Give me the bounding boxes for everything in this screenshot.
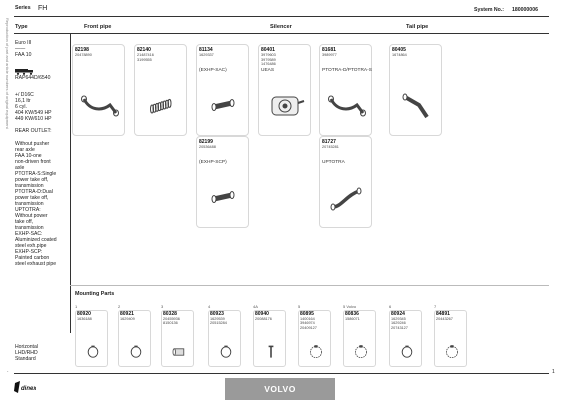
spec-model: RAP644D/6540	[15, 75, 51, 81]
spec-line: PTOTRA-D:Dual	[15, 189, 53, 195]
system-label: System No.:	[474, 7, 504, 13]
sideways-note: Reproduction of part and article numbers of original equipment	[5, 18, 10, 129]
brand-name: VOLVO	[264, 384, 296, 394]
spec-line: FAA 10-one	[15, 153, 42, 159]
type-heading: Type	[15, 24, 28, 30]
oe-reference: 1629345	[391, 317, 406, 321]
short-pipe-icon	[204, 91, 244, 126]
part-card[interactable]	[258, 44, 311, 136]
mounting-part-number: 80924	[391, 311, 405, 317]
spec-line: power take off,	[15, 177, 49, 183]
silencer-heading: Silencer	[270, 24, 292, 30]
spec-block-1	[15, 40, 31, 58]
mounting-position: 5 Volvo	[343, 304, 357, 309]
part-number: 80401	[261, 47, 275, 53]
page-number: 1	[552, 369, 555, 375]
bent-pipe-icon	[80, 91, 120, 126]
clamp-ring-icon	[218, 344, 234, 365]
spec-line: transmission	[15, 201, 44, 207]
truck-icon	[15, 62, 37, 68]
mounting-divider	[70, 285, 549, 286]
spec-line: transmission	[15, 225, 44, 231]
oe-reference: 20745281	[322, 145, 339, 149]
oe-reference: 3946974	[300, 321, 315, 326]
mounting-part-number: 80920	[77, 311, 91, 317]
mounting-card[interactable]	[253, 310, 286, 367]
spec-line: 6 cyl.	[15, 104, 27, 110]
mounting-part-number: 80895	[300, 311, 314, 317]
mounting-card[interactable]	[75, 310, 108, 367]
part-card[interactable]	[319, 136, 372, 228]
part-card[interactable]	[196, 44, 249, 136]
oe-reference: 3979603	[261, 53, 276, 57]
part-number: 81727	[322, 139, 336, 145]
spec-line: PTOTRA-S:Single	[15, 171, 57, 177]
spec-line: 404 KW/549 HP	[15, 110, 52, 116]
spec-line: EXHP-SAC:	[15, 231, 43, 237]
mounting-part-number: 80836	[345, 311, 359, 317]
mounting-position: 6	[389, 304, 392, 309]
silencer-box-icon	[266, 91, 306, 126]
oe-reference: 1629246	[391, 321, 406, 326]
spec-outlet: REAR OUTLET:	[15, 128, 52, 134]
oe-reference: 8150136	[163, 321, 178, 326]
spec-line: 449 KW/610 HP	[15, 116, 52, 122]
part-number: 82199	[199, 139, 213, 145]
mounting-card[interactable]	[118, 310, 151, 367]
spec-line: non-driven front	[15, 159, 51, 165]
spec-line: steel exh.pipe	[15, 243, 47, 249]
spec-line: 16,1 ltr	[15, 98, 31, 104]
part-number: 80405	[392, 47, 406, 53]
oe-reference: 1629409	[120, 317, 135, 321]
part-number: 81681	[322, 47, 336, 53]
mounting-title: Mounting Parts	[75, 291, 115, 297]
bolt-icon	[263, 344, 279, 365]
oe-reference: 1476486	[261, 62, 276, 66]
series-value: FH	[38, 5, 48, 12]
part-number: 82140	[137, 47, 151, 53]
part-number: 82198	[75, 47, 89, 53]
spec-line: ——	[15, 46, 26, 52]
mounting-position: 4A	[253, 304, 258, 309]
part-card[interactable]	[389, 44, 442, 136]
band-clamp-icon	[353, 344, 369, 365]
spec-line: Without pusher	[15, 141, 50, 147]
part-card[interactable]	[72, 44, 125, 136]
spec-line: power take off,	[15, 195, 49, 201]
spec-line: LHD/RHD	[15, 350, 38, 356]
oe-reference: 3989977	[322, 53, 337, 57]
spec-line: Standard	[15, 356, 36, 362]
band-clamp-icon	[444, 344, 460, 365]
mounting-part-number: 80923	[210, 311, 224, 317]
oe-reference: 21487416	[137, 53, 154, 57]
oe-reference: 3979589	[261, 57, 276, 62]
part-card[interactable]	[134, 44, 187, 136]
oe-reference: 20536488	[199, 145, 216, 149]
mounting-card[interactable]	[298, 310, 331, 367]
mounting-position: 1	[75, 304, 78, 309]
left-page-mark: -	[7, 368, 9, 373]
oe-reference: 20443267	[436, 317, 453, 321]
spec-block-2	[15, 92, 52, 122]
spec-line: Horizontal	[15, 344, 38, 350]
part-note: UEAS	[261, 68, 275, 73]
clamp-ring-icon	[85, 344, 101, 365]
part-note: (EXHP-SAC)	[199, 68, 227, 73]
spec-line: EXHP-SCP:	[15, 249, 43, 255]
mounting-position: 7	[434, 304, 437, 309]
mounting-position: 5	[298, 304, 301, 309]
clamp-ring-icon	[399, 344, 415, 365]
mounting-card[interactable]	[208, 310, 241, 367]
column-divider	[14, 33, 549, 34]
clamp-ring-icon	[128, 344, 144, 365]
oe-reference: 1400164	[300, 317, 315, 321]
dinex-logo	[14, 380, 36, 392]
oe-reference: 1674864	[392, 53, 407, 57]
oe-reference: 1636188	[77, 317, 92, 321]
type-column-divider	[70, 33, 71, 333]
mounting-part-number: 80921	[120, 311, 134, 317]
tail-pipe-heading: Tail pipe	[406, 24, 429, 30]
brand-bar	[225, 378, 335, 400]
part-number: 81134	[199, 47, 213, 53]
oe-reference: 20478890	[75, 53, 92, 57]
spec-line: FAA 10	[15, 52, 32, 58]
mounting-card[interactable]	[389, 310, 422, 367]
mounting-position: 2	[118, 304, 121, 309]
svg-text:dinex: dinex	[21, 386, 36, 392]
part-card[interactable]	[319, 44, 372, 136]
mounting-position: 4	[208, 304, 211, 309]
spec-line: take off,	[15, 219, 34, 225]
oe-reference: 1629539	[210, 317, 225, 321]
series-label: Series	[15, 5, 31, 11]
part-card[interactable]	[196, 136, 249, 228]
tail-pipe-icon	[397, 91, 437, 126]
oe-reference: 20409127	[300, 325, 317, 330]
oe-reference: 20743127	[391, 325, 408, 330]
spec-line: Without power	[15, 213, 48, 219]
spec-line: transmission	[15, 183, 44, 189]
spec-line: axle	[15, 165, 25, 171]
spec-line: +/ D16C	[15, 92, 34, 98]
mounting-card[interactable]	[343, 310, 376, 367]
mounting-card[interactable]	[161, 310, 194, 367]
oe-reference: 20455936	[163, 317, 180, 321]
sleeve-icon	[171, 344, 187, 365]
header-divider	[14, 16, 549, 17]
short-pipe-icon	[204, 183, 244, 218]
spec-line: steel exhaust pipe	[15, 261, 57, 267]
front-pipe-heading: Front pipe	[84, 24, 112, 30]
spec-block-3	[15, 141, 57, 267]
oe-reference: 1629337	[199, 53, 214, 57]
part-note: (EXHP-SCP)	[199, 160, 227, 165]
flex-pipe-icon	[142, 91, 182, 126]
part-note: UPTOTRA	[322, 160, 345, 165]
footer-divider	[14, 373, 549, 374]
spec-block-bottom	[15, 344, 38, 362]
spec-line: Painted carbon	[15, 255, 50, 261]
bent-pipe-icon	[327, 91, 367, 126]
part-note: PTOTRA-D/PTOTRA-S	[322, 68, 372, 73]
mounting-card[interactable]	[434, 310, 467, 367]
band-clamp-icon	[308, 344, 324, 365]
spec-line: UPTOTRA:	[15, 207, 41, 213]
curved-pipe-icon	[327, 183, 367, 218]
mounting-part-number: 84891	[436, 311, 450, 317]
spec-line: rear axle	[15, 147, 35, 153]
oe-reference: 20515284	[210, 321, 227, 326]
mounting-position: 3	[161, 304, 164, 309]
spec-line: Aluminized coated	[15, 237, 57, 243]
spec-line: Euro III	[15, 40, 32, 46]
mounting-part-number: 80940	[255, 311, 269, 317]
oe-reference: 3199555	[137, 57, 152, 62]
oe-reference: 20088176	[255, 317, 272, 321]
oe-reference: 1586071	[345, 317, 360, 321]
mounting-part-number: 80328	[163, 311, 177, 317]
system-value: 180000006	[512, 7, 538, 13]
